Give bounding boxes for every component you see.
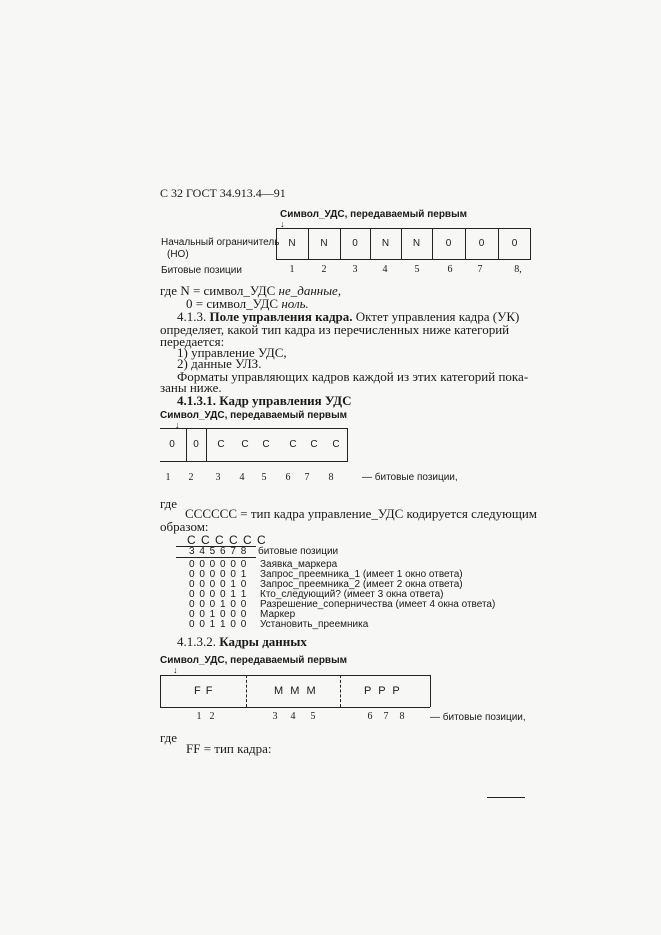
def2-gde: где [160,496,178,511]
fig2-position: 1 [165,472,171,483]
section-title: Кадры данных [219,634,307,649]
divider [206,428,207,462]
def1-text: где N = символ_УДС [160,283,279,298]
arrow-down-icon: ↓ [175,420,180,430]
fig1-position: 6 [447,264,453,275]
code-row-code: 0 0 0 0 0 0 [189,559,248,570]
fig2-cell: C [262,439,270,450]
code-row-code: 0 0 1 0 0 0 [189,609,248,620]
fig3-position: 4 [290,711,296,722]
divider [186,428,187,462]
fig1-cell: N [288,238,296,249]
def2-text: 0 = символ_УДС [186,296,282,311]
section-4-1-3-1-title: 4.1.3.1. Кадр управления УДС [177,393,352,408]
fig2-cell: C [310,439,318,450]
divider [160,707,430,708]
fig3-caption: Символ_УДС, передаваемый первым [160,655,348,666]
fig1-cell: N [412,238,421,249]
fig3-position: 6 [367,711,373,722]
code-row-code: 0 0 0 0 1 0 [189,579,248,590]
fig3-group-ff: F F [194,685,214,697]
section-title: Поле управления кадра. [209,309,353,324]
divider [340,675,341,707]
code-row-code: 0 0 0 1 0 0 [189,599,248,610]
divider [160,675,430,676]
code-row-desc: Кто_следующий? (имеет 3 окна ответа) [260,589,444,600]
fig3-position: 1 [196,711,202,722]
fig2-positions-note: — битовые позиции, [362,472,458,483]
fig1-position: 2 [321,264,327,275]
fig3-position: 7 [383,711,389,722]
divider [176,557,256,558]
section-4-1-3-line3: передается: [160,334,225,349]
fig1-row-label-abbr: (НО) [167,249,189,260]
code-row-code: 0 0 0 0 0 1 [189,569,248,580]
fig1-position: 1 [289,264,295,275]
divider [246,675,247,707]
fig3-position: 5 [310,711,316,722]
fig2-cell: C [241,439,249,450]
fig1-cell: 0 [352,238,358,249]
fig1-cell: 0 [478,238,485,249]
fig1-caption: Символ_УДС, передаваемый первым [280,209,468,220]
section-4-1-3-line2: определяет, какой тип кадра из перечисленных ниже категорий [160,322,510,337]
fig1-cell: 0 [445,238,452,249]
para2-line1: Форматы управляющих кадров каждой из этих категорий пока- [177,369,529,384]
fig1-position: 8, [514,264,522,275]
section-number: 4.1.3. [177,309,207,324]
fig2-position: 5 [261,472,267,483]
def3-gde: где [160,730,178,745]
fig2-position: 6 [285,472,291,483]
fig2-position: 7 [304,472,310,483]
code-row-desc: Заявка_маркера [260,559,338,570]
list-item-2: 2) данные УЛЗ. [177,356,262,371]
def2-italic: ноль. [281,296,309,311]
fig1-position: 3 [352,264,358,275]
fig3-position: 3 [272,711,278,722]
fig1-position: 4 [382,264,388,275]
code-row-desc: Маркер [260,609,296,620]
def2-line2: образом: [160,519,209,534]
fig3-group-ppp: P P P [364,685,402,697]
def3-line1: FF = тип кадра: [186,741,272,756]
def2-line1: СССССС = тип кадра управление_УДС кодируется следующим [185,506,538,521]
code-row-code: 0 0 1 1 0 0 [189,619,248,630]
fig2-cell: C [217,439,225,450]
fig1-positions-label: Битовые позиции [161,265,242,276]
fig1-position: 7 [477,264,483,275]
code-row-desc: Запрос_преемника_2 (имеет 2 окна ответа) [260,579,463,590]
list-item-1: 1) управление УДС, [177,345,287,360]
fig2-position: 8 [328,472,334,483]
divider [430,675,431,707]
fig1-cell: N [320,238,328,249]
fig2-cell: C [332,439,340,450]
code-row-code: 0 0 0 0 1 1 [189,589,248,600]
para2-line2: заны ниже. [160,380,222,395]
fig3-position: 2 [209,711,215,722]
code-row-desc: Разрешение_соперничества (имеет 4 окна ответа) [260,599,496,610]
divider [160,675,161,707]
section-4-1-3-2-title [177,634,307,650]
code-table-header-bits: 3 4 5 6 7 8 [189,546,248,557]
code-table-header-label: битовые позиции [258,546,339,557]
fig1-cell: 0 [511,238,518,249]
code-row-desc: Установить_преемника [260,619,369,630]
fig3-group-mmm: M M M [274,685,318,697]
arrow-down-icon: ↓ [280,219,285,229]
fig2-position: 4 [239,472,245,483]
fig2-position: 3 [215,472,221,483]
code-row-desc: Запрос_преемника_1 (имеет 1 окно ответа) [260,569,463,580]
section-number: 4.1.3.2. [177,634,216,649]
fig3-position: 8 [399,711,405,722]
footer-rule [487,797,525,798]
section-text: Октет управления кадра (УК) [355,309,520,324]
fig2-cell: 0 [169,439,175,450]
fig1-row-label: Начальный ограничитель [161,237,280,248]
def1-italic: не_данные, [278,283,342,298]
fig2-cell: C [289,439,297,450]
arrow-down-icon: ↓ [173,665,178,675]
fig2-position: 2 [188,472,194,483]
fig1-position: 5 [414,264,420,275]
fig3-positions-note: — битовые позиции, [430,712,526,723]
code-table-header-letters: С С С С С С [187,533,267,547]
fig2-cell: 0 [193,439,199,450]
fig1-cell: N [381,238,390,249]
page-header: С 32 ГОСТ 34.913.4—91 [160,186,286,200]
fig2-caption: Символ_УДС, передаваемый первым [160,410,348,421]
